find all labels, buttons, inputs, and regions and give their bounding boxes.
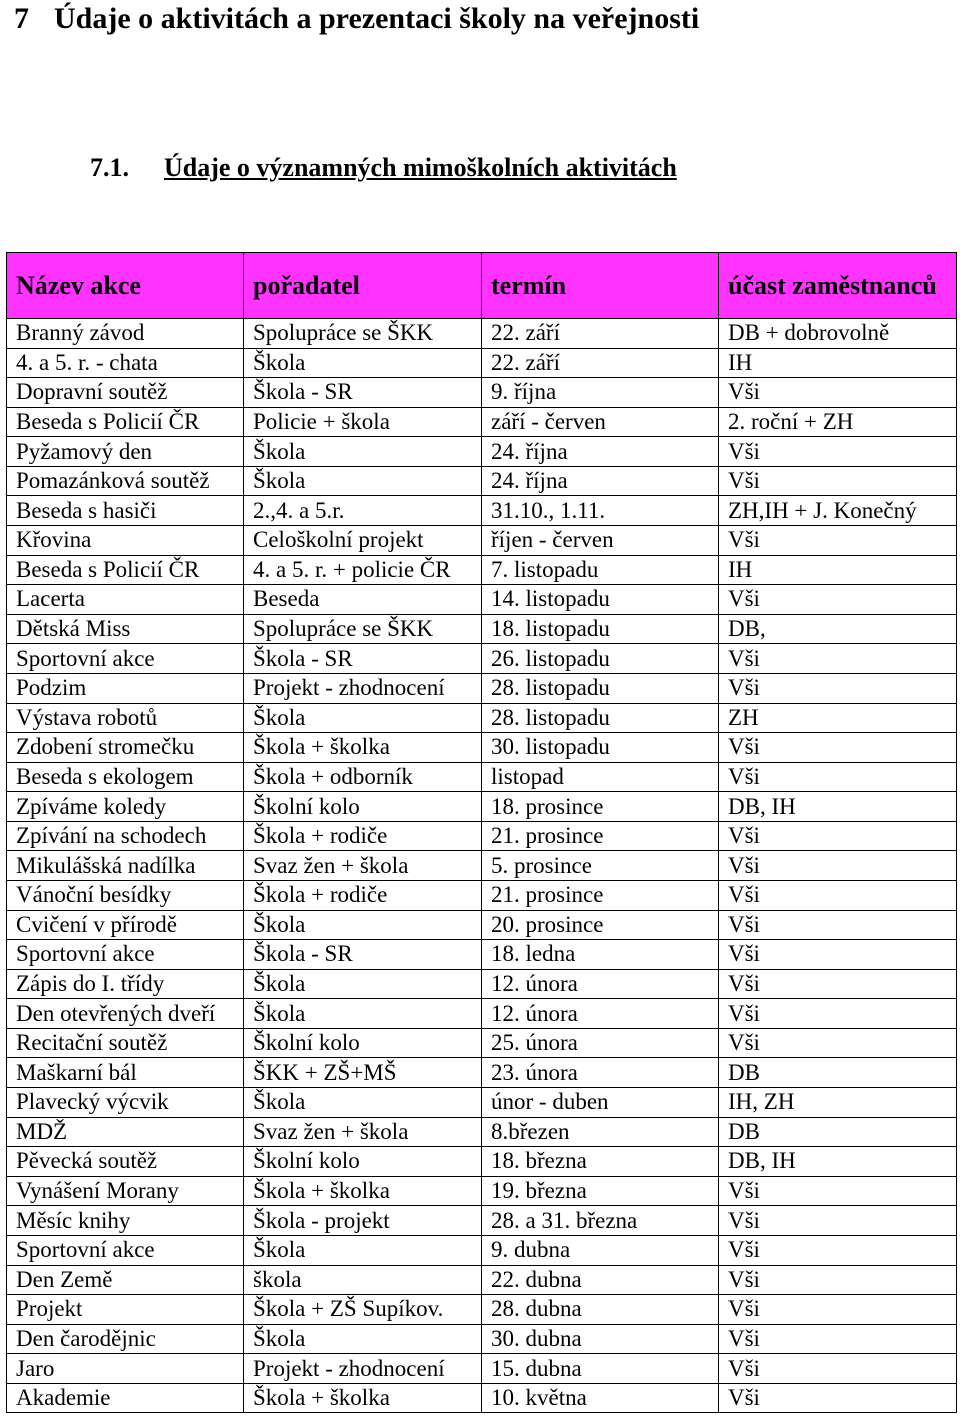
cell-date: 9. října — [482, 378, 719, 408]
cell-date: 25. února — [482, 1028, 719, 1058]
cell-date: 10. května — [482, 1383, 719, 1413]
cell-event-name: Dopravní soutěž — [7, 378, 244, 408]
cell-date: listopad — [482, 762, 719, 792]
cell-event-name: Lacerta — [7, 585, 244, 615]
table-row — [7, 466, 957, 496]
cell-event-name: Mikulášská nadílka — [7, 851, 244, 881]
cell-staff-participation: Vši — [719, 1383, 957, 1413]
cell-date: 9. dubna — [482, 1235, 719, 1265]
cell-staff-participation: ZH — [719, 703, 957, 733]
cell-organizer: Policie + škola — [244, 407, 482, 437]
cell-staff-participation: Vši — [719, 526, 957, 556]
table-row — [7, 644, 957, 674]
cell-staff-participation: Vši — [719, 969, 957, 999]
cell-staff-participation: Vši — [719, 1295, 957, 1325]
header-event-name: Název akce — [7, 253, 244, 319]
cell-organizer: Beseda — [244, 585, 482, 615]
cell-organizer: Škola - SR — [244, 940, 482, 970]
header-date: termín — [482, 253, 719, 319]
cell-staff-participation: IH, ZH — [719, 1088, 957, 1118]
cell-date: 12. února — [482, 999, 719, 1029]
cell-date: 21. prosince — [482, 821, 719, 851]
cell-date: 23. února — [482, 1058, 719, 1088]
cell-organizer: Celoškolní projekt — [244, 526, 482, 556]
cell-event-name: Sportovní akce — [7, 644, 244, 674]
cell-event-name: MDŽ — [7, 1117, 244, 1147]
cell-staff-participation: Vši — [719, 1265, 957, 1295]
cell-date: 5. prosince — [482, 851, 719, 881]
cell-staff-participation: Vši — [719, 851, 957, 881]
cell-event-name: Měsíc knihy — [7, 1206, 244, 1236]
cell-organizer: Škola + ZŠ Supíkov. — [244, 1295, 482, 1325]
table-row — [7, 407, 957, 437]
section-title: Údaje o aktivitách a prezentaci školy na veřejnosti — [54, 2, 700, 35]
cell-staff-participation: IH — [719, 348, 957, 378]
cell-staff-participation: Vši — [719, 1235, 957, 1265]
cell-date: 14. listopadu — [482, 585, 719, 615]
table-row — [7, 1058, 957, 1088]
cell-staff-participation: IH — [719, 555, 957, 585]
cell-organizer: Škola - SR — [244, 644, 482, 674]
cell-organizer: Škola — [244, 999, 482, 1029]
cell-date: 20. prosince — [482, 910, 719, 940]
cell-organizer: Škola — [244, 1235, 482, 1265]
table-body — [7, 319, 957, 1413]
cell-staff-participation: Vši — [719, 733, 957, 763]
table-row — [7, 969, 957, 999]
cell-event-name: Zápis do I. třídy — [7, 969, 244, 999]
table-row — [7, 526, 957, 556]
table-row — [7, 1383, 957, 1413]
cell-date: 28. a 31. března — [482, 1206, 719, 1236]
cell-organizer: Škola — [244, 466, 482, 496]
cell-event-name: Projekt — [7, 1295, 244, 1325]
cell-date: 28. listopadu — [482, 703, 719, 733]
cell-event-name: Podzim — [7, 673, 244, 703]
cell-date: 18. ledna — [482, 940, 719, 970]
section-number: 7 — [14, 2, 29, 35]
cell-date: 30. dubna — [482, 1324, 719, 1354]
cell-event-name: Zpíváme koledy — [7, 792, 244, 822]
table-row — [7, 1117, 957, 1147]
table-row — [7, 1088, 957, 1118]
cell-organizer: Svaz žen + škola — [244, 851, 482, 881]
activities-table — [6, 252, 957, 1413]
cell-staff-participation: Vši — [719, 999, 957, 1029]
table-row — [7, 910, 957, 940]
table-row — [7, 1295, 957, 1325]
cell-date: 31.10., 1.11. — [482, 496, 719, 526]
cell-event-name: Pěvecká soutěž — [7, 1147, 244, 1177]
cell-organizer: Škola + rodiče — [244, 880, 482, 910]
cell-event-name: Sportovní akce — [7, 940, 244, 970]
cell-staff-participation: Vši — [719, 880, 957, 910]
table-row — [7, 348, 957, 378]
cell-staff-participation: Vši — [719, 940, 957, 970]
cell-event-name: Den Země — [7, 1265, 244, 1295]
cell-date: 12. února — [482, 969, 719, 999]
table-header-row — [7, 253, 957, 319]
cell-staff-participation: Vši — [719, 1206, 957, 1236]
table-row — [7, 1265, 957, 1295]
cell-event-name: Den čarodějnic — [7, 1324, 244, 1354]
table-row — [7, 703, 957, 733]
cell-date: 18. prosince — [482, 792, 719, 822]
subsection-title: Údaje o významných mimoškolních aktivitách — [164, 153, 677, 182]
cell-event-name: Beseda s Policií ČR — [7, 407, 244, 437]
table-row — [7, 555, 957, 585]
table-row — [7, 1235, 957, 1265]
cell-organizer: Školní kolo — [244, 792, 482, 822]
cell-staff-participation: Vši — [719, 378, 957, 408]
table-row — [7, 1324, 957, 1354]
subsection-number: 7.1. — [90, 153, 129, 182]
table-row — [7, 880, 957, 910]
cell-event-name: Vánoční besídky — [7, 880, 244, 910]
cell-organizer: škola — [244, 1265, 482, 1295]
cell-organizer: Škola — [244, 348, 482, 378]
cell-event-name: Dětská Miss — [7, 614, 244, 644]
cell-staff-participation: ZH,IH + J. Konečný — [719, 496, 957, 526]
cell-date: 15. dubna — [482, 1354, 719, 1384]
cell-event-name: Křovina — [7, 526, 244, 556]
cell-organizer: ŠKK + ZŠ+MŠ — [244, 1058, 482, 1088]
table-row — [7, 762, 957, 792]
cell-staff-participation: DB + dobrovolně — [719, 319, 957, 349]
cell-staff-participation: DB, — [719, 614, 957, 644]
table-row — [7, 1147, 957, 1177]
cell-staff-participation: DB — [719, 1117, 957, 1147]
cell-organizer: Škola + školka — [244, 733, 482, 763]
cell-staff-participation: Vši — [719, 821, 957, 851]
cell-date: 26. listopadu — [482, 644, 719, 674]
cell-staff-participation: Vši — [719, 437, 957, 467]
cell-organizer: Škola + školka — [244, 1383, 482, 1413]
cell-staff-participation: Vši — [719, 585, 957, 615]
cell-date: 28. listopadu — [482, 673, 719, 703]
section-heading — [14, 2, 699, 36]
cell-organizer: Škola + rodiče — [244, 821, 482, 851]
cell-event-name: Sportovní akce — [7, 1235, 244, 1265]
cell-staff-participation: DB, IH — [719, 792, 957, 822]
table-row — [7, 319, 957, 349]
header-organizer: pořadatel — [244, 253, 482, 319]
cell-event-name: Den otevřených dveří — [7, 999, 244, 1029]
cell-staff-participation: Vši — [719, 762, 957, 792]
cell-organizer: Škola — [244, 1088, 482, 1118]
table-row — [7, 851, 957, 881]
table-row — [7, 437, 957, 467]
cell-date: 8.březen — [482, 1117, 719, 1147]
cell-organizer: Škola — [244, 437, 482, 467]
cell-event-name: Beseda s hasiči — [7, 496, 244, 526]
cell-staff-participation: Vši — [719, 1176, 957, 1206]
subsection-heading — [90, 153, 677, 183]
cell-staff-participation: Vši — [719, 1354, 957, 1384]
cell-staff-participation: Vši — [719, 910, 957, 940]
cell-organizer: Spolupráce se ŠKK — [244, 614, 482, 644]
cell-date: 21. prosince — [482, 880, 719, 910]
cell-organizer: Svaz žen + škola — [244, 1117, 482, 1147]
table-row — [7, 940, 957, 970]
cell-organizer: Školní kolo — [244, 1028, 482, 1058]
cell-staff-participation: Vši — [719, 673, 957, 703]
cell-organizer: Škola - projekt — [244, 1206, 482, 1236]
cell-organizer: Škola — [244, 1324, 482, 1354]
cell-event-name: Vynášení Morany — [7, 1176, 244, 1206]
cell-organizer: Spolupráce se ŠKK — [244, 319, 482, 349]
cell-date: 22. dubna — [482, 1265, 719, 1295]
table-row — [7, 673, 957, 703]
cell-organizer: Škola - SR — [244, 378, 482, 408]
cell-date: 7. listopadu — [482, 555, 719, 585]
cell-staff-participation: DB, IH — [719, 1147, 957, 1177]
cell-event-name: Maškarní bál — [7, 1058, 244, 1088]
cell-organizer: Škola — [244, 910, 482, 940]
cell-date: únor - duben — [482, 1088, 719, 1118]
cell-staff-participation: 2. roční + ZH — [719, 407, 957, 437]
cell-date: 30. listopadu — [482, 733, 719, 763]
cell-date: 22. září — [482, 348, 719, 378]
cell-event-name: Jaro — [7, 1354, 244, 1384]
cell-event-name: Cvičení v přírodě — [7, 910, 244, 940]
cell-organizer: Projekt - zhodnocení — [244, 1354, 482, 1384]
table-row — [7, 999, 957, 1029]
cell-date: 24. října — [482, 466, 719, 496]
cell-event-name: Zdobení stromečku — [7, 733, 244, 763]
cell-staff-participation: Vši — [719, 1028, 957, 1058]
cell-event-name: Branný závod — [7, 319, 244, 349]
cell-organizer: Školní kolo — [244, 1147, 482, 1177]
cell-date: 18. listopadu — [482, 614, 719, 644]
cell-date: 28. dubna — [482, 1295, 719, 1325]
table-row — [7, 614, 957, 644]
table-row — [7, 1206, 957, 1236]
cell-event-name: Plavecký výcvik — [7, 1088, 244, 1118]
header-staff-participation: účast zaměstnanců — [719, 253, 957, 319]
cell-date: 18. března — [482, 1147, 719, 1177]
cell-event-name: Pyžamový den — [7, 437, 244, 467]
table-row — [7, 821, 957, 851]
cell-event-name: Beseda s Policií ČR — [7, 555, 244, 585]
cell-date: 19. března — [482, 1176, 719, 1206]
cell-staff-participation: DB — [719, 1058, 957, 1088]
table-row — [7, 496, 957, 526]
cell-date: 24. října — [482, 437, 719, 467]
cell-date: září - červen — [482, 407, 719, 437]
cell-date: 22. září — [482, 319, 719, 349]
cell-organizer: 2.,4. a 5.r. — [244, 496, 482, 526]
table-row — [7, 585, 957, 615]
cell-organizer: Škola — [244, 703, 482, 733]
cell-organizer: Škola + odborník — [244, 762, 482, 792]
cell-organizer: Škola — [244, 969, 482, 999]
cell-staff-participation: Vši — [719, 644, 957, 674]
cell-staff-participation: Vši — [719, 466, 957, 496]
cell-event-name: Beseda s ekologem — [7, 762, 244, 792]
table-row — [7, 1028, 957, 1058]
table-row — [7, 1354, 957, 1384]
cell-organizer: Projekt - zhodnocení — [244, 673, 482, 703]
table-row — [7, 733, 957, 763]
table-row — [7, 792, 957, 822]
cell-event-name: Akademie — [7, 1383, 244, 1413]
cell-event-name: Výstava robotů — [7, 703, 244, 733]
cell-staff-participation: Vši — [719, 1324, 957, 1354]
cell-event-name: Pomazánková soutěž — [7, 466, 244, 496]
cell-event-name: 4. a 5. r. - chata — [7, 348, 244, 378]
cell-event-name: Recitační soutěž — [7, 1028, 244, 1058]
cell-event-name: Zpívání na schodech — [7, 821, 244, 851]
table-row — [7, 1176, 957, 1206]
cell-organizer: Škola + školka — [244, 1176, 482, 1206]
cell-date: říjen - červen — [482, 526, 719, 556]
cell-organizer: 4. a 5. r. + policie ČR — [244, 555, 482, 585]
table-row — [7, 378, 957, 408]
